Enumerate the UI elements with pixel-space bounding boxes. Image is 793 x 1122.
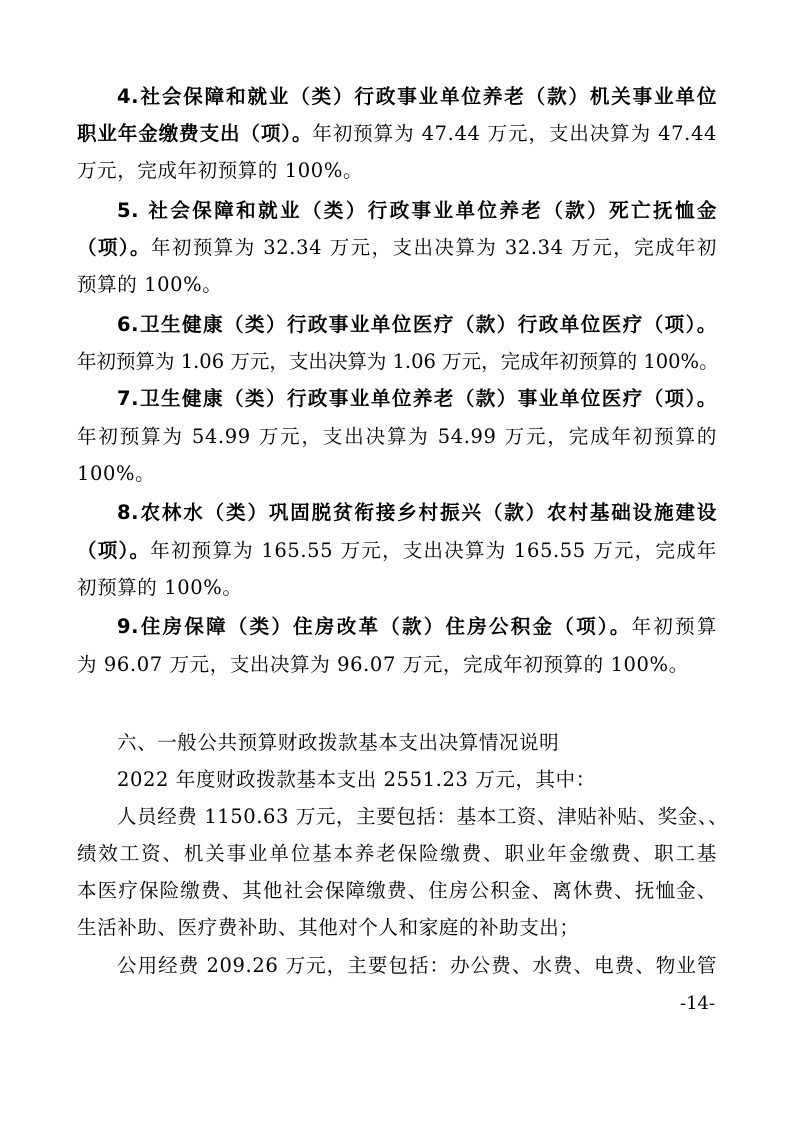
item-8-text-line-2: 年初预算为 165.55 万元，支出决算为 165.55 万元，完成年 [150, 539, 717, 562]
personnel-expense-line-1: 人员经费 1150.63 万元，主要包括：基本工资、津贴补贴、奖金、、 [117, 805, 729, 828]
item-8-heading-line-1: 8.农林水（类）巩固脱贫衔接乡村振兴（款）农村基础设施建设 [117, 501, 717, 524]
item-5-text-line-3: 预算的 100%。 [77, 273, 223, 296]
item-4-text-line-3: 万元，完成年初预算的 100%。 [77, 159, 364, 182]
personnel-expense-line-4: 生活补助、医疗费补助、其他对个人和家庭的补助支出； [77, 916, 580, 939]
item-8-text-line-3: 初预算的 100%。 [77, 576, 243, 599]
item-9-heading-line-1: 9.住房保障（类）住房改革（款）住房公积金（项）。 [117, 615, 632, 638]
personnel-expense-line-2: 绩效工资、机关事业单位基本养老保险缴费、职业年金缴费、职工基 [77, 842, 717, 865]
item-6-heading-line-1: 6.卫生健康（类）行政事业单位医疗（款）行政单位医疗（项）。 [117, 313, 717, 336]
section-six-title: 六、一般公共预算财政拨款基本支出决算情况说明 [117, 731, 560, 754]
item-8-heading-line-2: （项）。 [77, 539, 151, 562]
item-5-text-line-2: 年初预算为 32.34 万元，支出决算为 32.34 万元，完成年初 [150, 236, 717, 259]
item-4-heading-line-2: 职业年金缴费支出（项）。 [77, 122, 313, 145]
item-7-heading-line-1: 7.卫生健康（类）行政事业单位养老（款）事业单位医疗（项）。 [117, 387, 717, 410]
item-4-heading-line-1: 4.社会保障和就业（类）行政事业单位养老（款）机关事业单位 [117, 85, 717, 108]
item-9-text-line-1: 年初预算 [631, 615, 717, 638]
page-number: -14- [680, 993, 716, 1014]
item-4-line-2 [77, 115, 717, 152]
item-5-line-2 [77, 229, 717, 266]
item-6-text-line-2: 年初预算为 1.06 万元，支出决算为 1.06 万元，完成年初预算的 100%。 [77, 350, 719, 373]
item-9-line-1 [117, 608, 717, 645]
section-six-summary: 2022 年度财政拨款基本支出 2551.23 万元，其中： [117, 768, 596, 791]
item-5-heading-line-1: 5. 社会保障和就业（类）行政事业单位养老（款）死亡抚恤金 [117, 199, 717, 222]
item-9-text-line-2: 为 96.07 万元，支出决算为 96.07 万元，完成年初预算的 100%。 [77, 653, 689, 676]
item-8-line-2 [77, 532, 717, 569]
item-4-text-line-2: 年初预算为 47.44 万元，支出决算为 47.44 [312, 122, 717, 145]
item-7-text-line-3: 100%。 [77, 462, 156, 485]
public-expense-line-1: 公用经费 209.26 万元，主要包括：办公费、水费、电费、物业管 [117, 954, 717, 977]
item-5-heading-line-2: （项）。 [77, 236, 151, 259]
personnel-expense-line-3: 本医疗保险缴费、其他社会保障缴费、住房公积金、离休费、抚恤金、 [77, 879, 717, 902]
item-7-text-line-2: 年初预算为 54.99 万元，支出决算为 54.99 万元，完成年初预算的 [77, 425, 717, 448]
